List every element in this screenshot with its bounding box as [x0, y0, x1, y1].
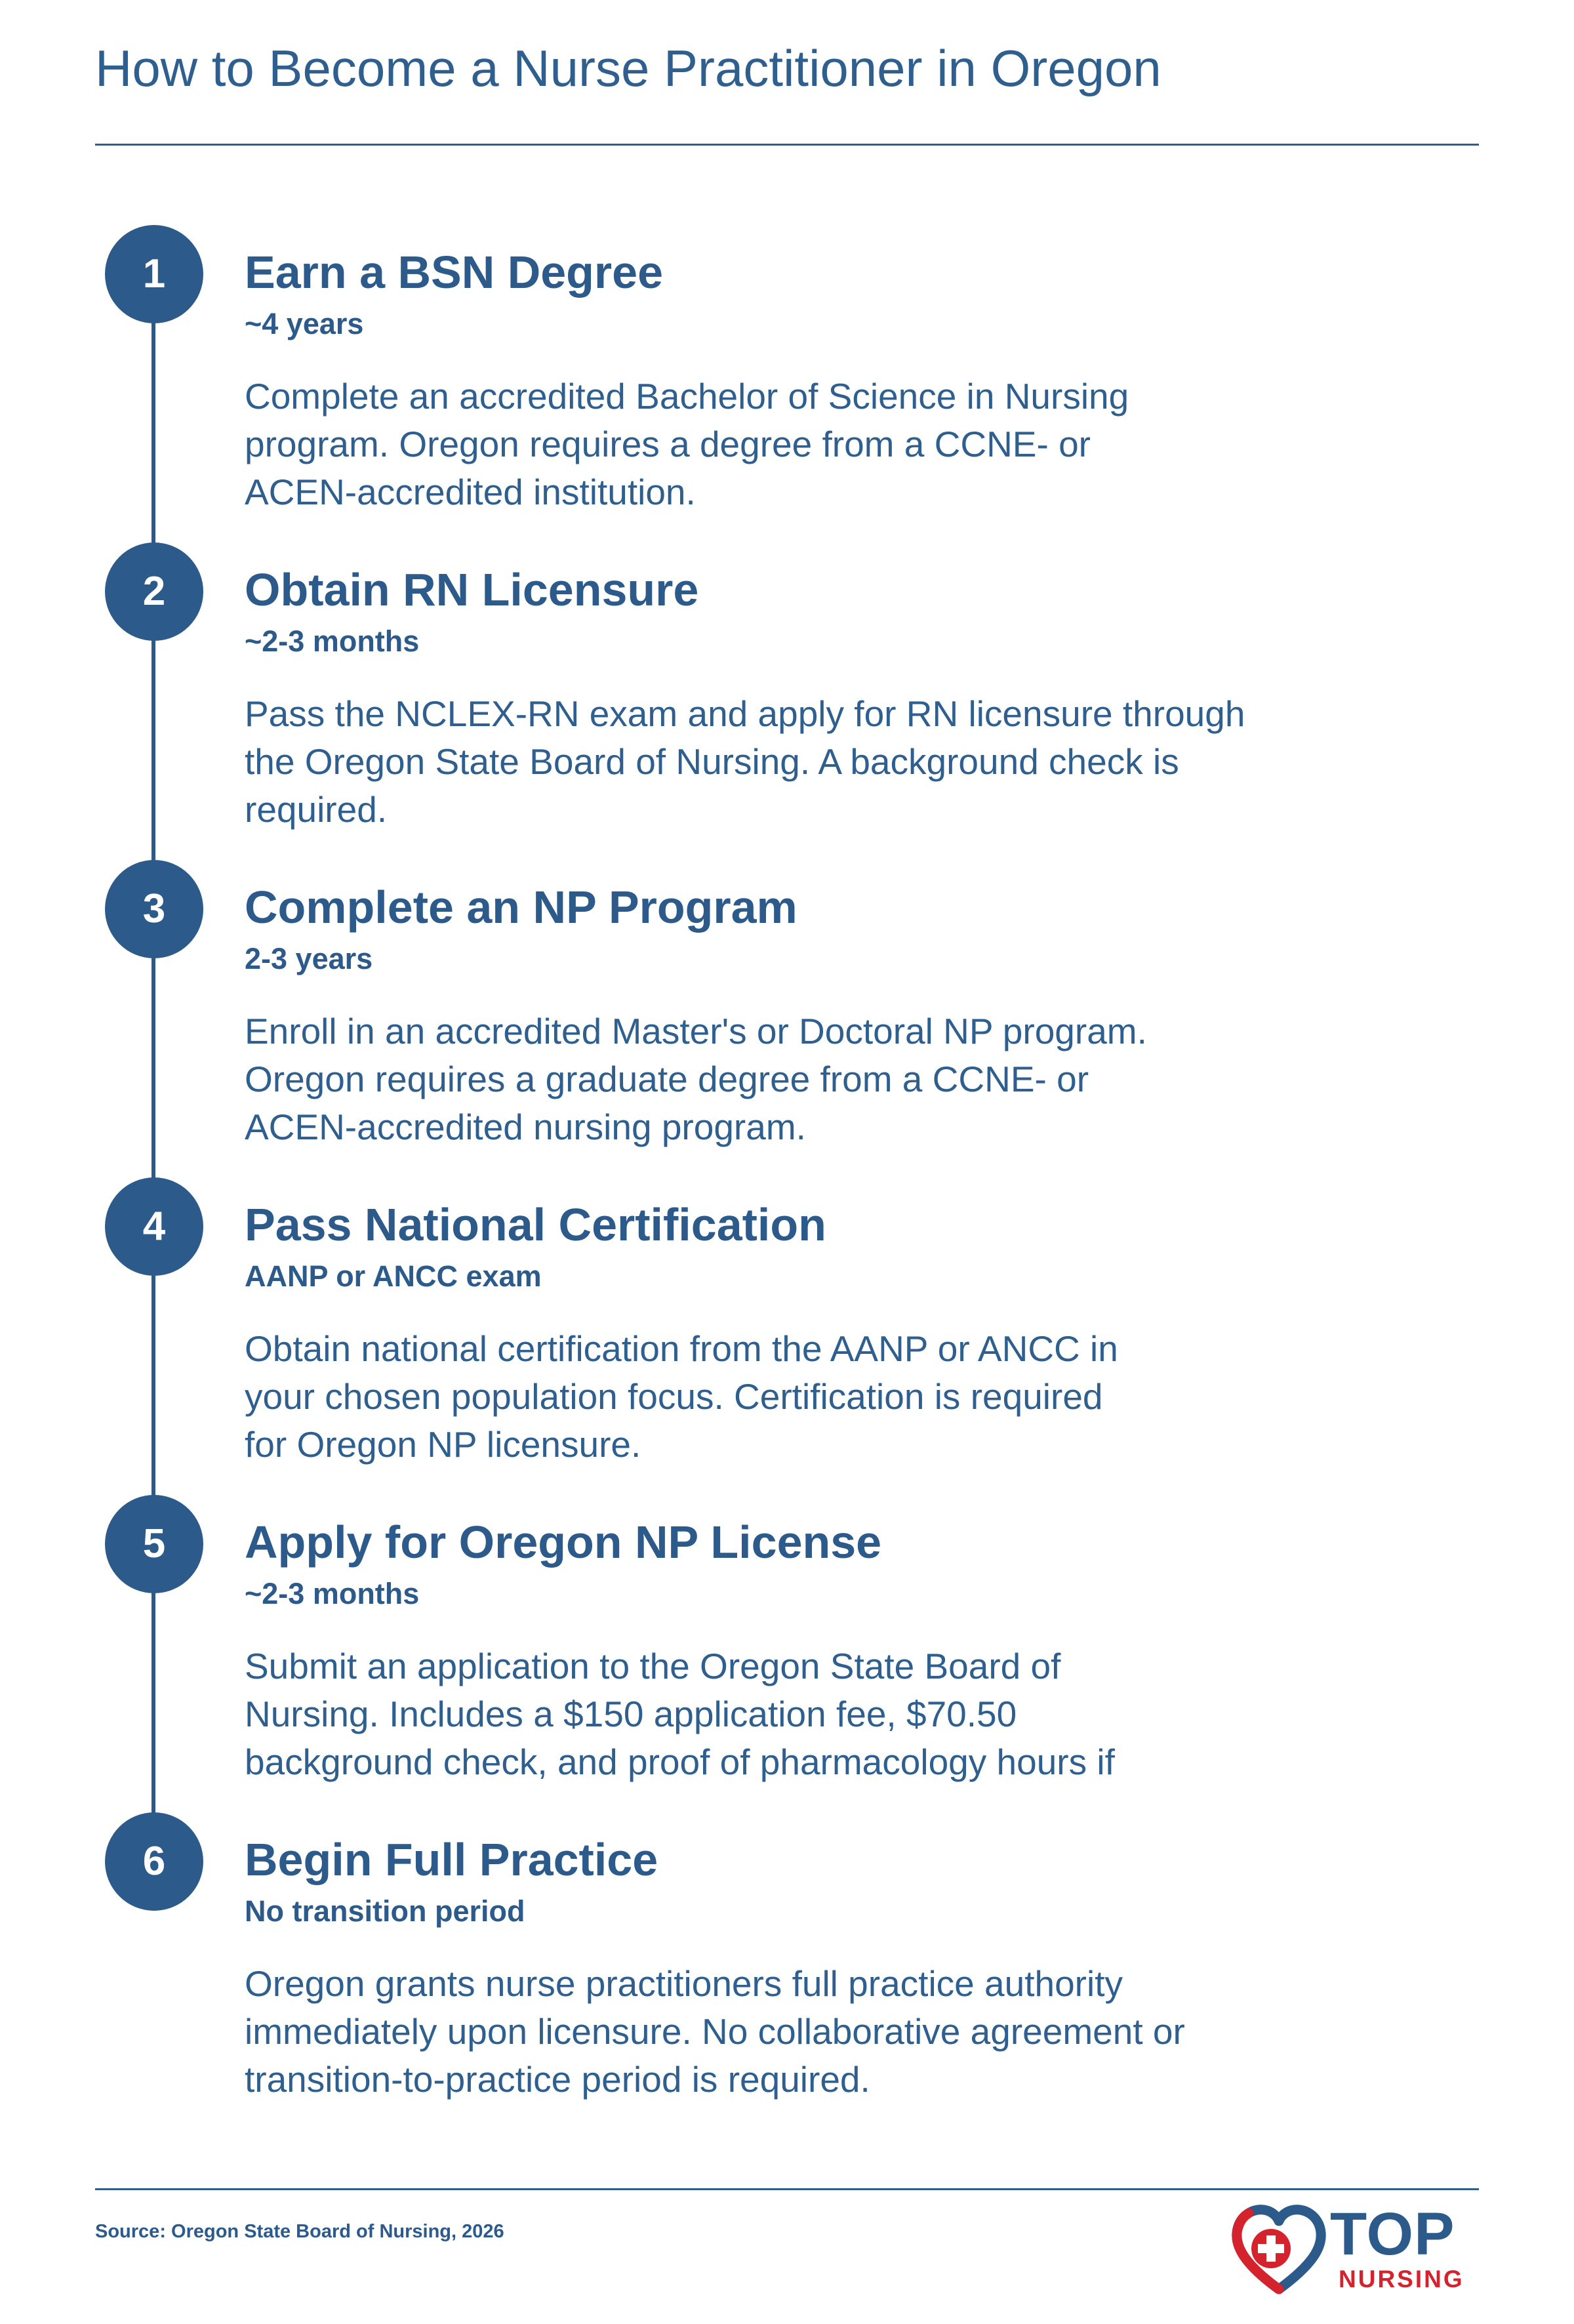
- logo-wordmark-top: TOP: [1330, 2201, 1455, 2268]
- step-1: [105, 225, 1417, 512]
- step-number-badge: 5: [105, 1495, 203, 1593]
- step-number-badge: 4: [105, 1177, 203, 1276]
- step-duration: ~2-3 months: [245, 624, 420, 658]
- step-number-badge: 6: [105, 1812, 203, 1911]
- header-divider: [95, 144, 1479, 146]
- step-description: Submit an application to the Oregon State Board of Nursing. Includes a $150 application fee, $70.50 background check, and proof of pharmacology hours if: [245, 1646, 1115, 1782]
- step-duration: 2-3 years: [245, 942, 373, 975]
- step-duration: ~4 years: [245, 307, 364, 340]
- heart-cross-icon: [1232, 2204, 1327, 2296]
- step-4: [105, 1177, 1417, 1465]
- step-description: Oregon grants nurse practitioners full practice authority immediately upon licensure. No collaborative agreement or transition-to-practice period is required.: [245, 1963, 1185, 2100]
- step-duration: No transition period: [245, 1894, 525, 1928]
- step-title: Begin Full Practice: [245, 1834, 658, 1885]
- step-description: Obtain national certification from the AANP or ANCC in your chosen population focus. Certification is required for Oregon NP licensure.: [245, 1328, 1118, 1465]
- step-title: Pass National Certification: [245, 1199, 826, 1250]
- top-nursing-logo: [1232, 2201, 1487, 2296]
- step-number-badge: 1: [105, 225, 203, 323]
- step-2: [105, 542, 1417, 830]
- step-title: Apply for Oregon NP License: [245, 1517, 882, 1568]
- step-title: Complete an NP Program: [245, 882, 797, 933]
- step-description: Pass the NCLEX-RN exam and apply for RN licensure through the Oregon State Board of Nursing. A background check is required.: [245, 693, 1245, 830]
- step-description: Enroll in an accredited Master's or Doctoral NP program. Oregon requires a graduate degree from a CCNE- or ACEN-accredited nursing program.: [245, 1011, 1147, 1147]
- step-title: Obtain RN Licensure: [245, 564, 699, 615]
- step-6: [105, 1812, 1417, 2100]
- step-3: [105, 860, 1417, 1147]
- step-duration: AANP or ANCC exam: [245, 1259, 542, 1293]
- step-title: Earn a BSN Degree: [245, 247, 664, 298]
- step-5: [105, 1495, 1417, 1782]
- step-number-badge: 2: [105, 542, 203, 641]
- logo-wordmark-nursing: NURSING: [1339, 2266, 1464, 2293]
- step-description: Complete an accredited Bachelor of Science in Nursing program. Oregon requires a degree from a CCNE- or ACEN-accredited institution.: [245, 376, 1129, 512]
- step-duration: ~2-3 months: [245, 1577, 420, 1610]
- footer-divider: [95, 2188, 1479, 2190]
- source-citation: Source: Oregon State Board of Nursing, 2026: [95, 2221, 504, 2242]
- page-title: How to Become a Nurse Practitioner in Oregon: [95, 39, 1161, 97]
- step-number-badge: 3: [105, 860, 203, 958]
